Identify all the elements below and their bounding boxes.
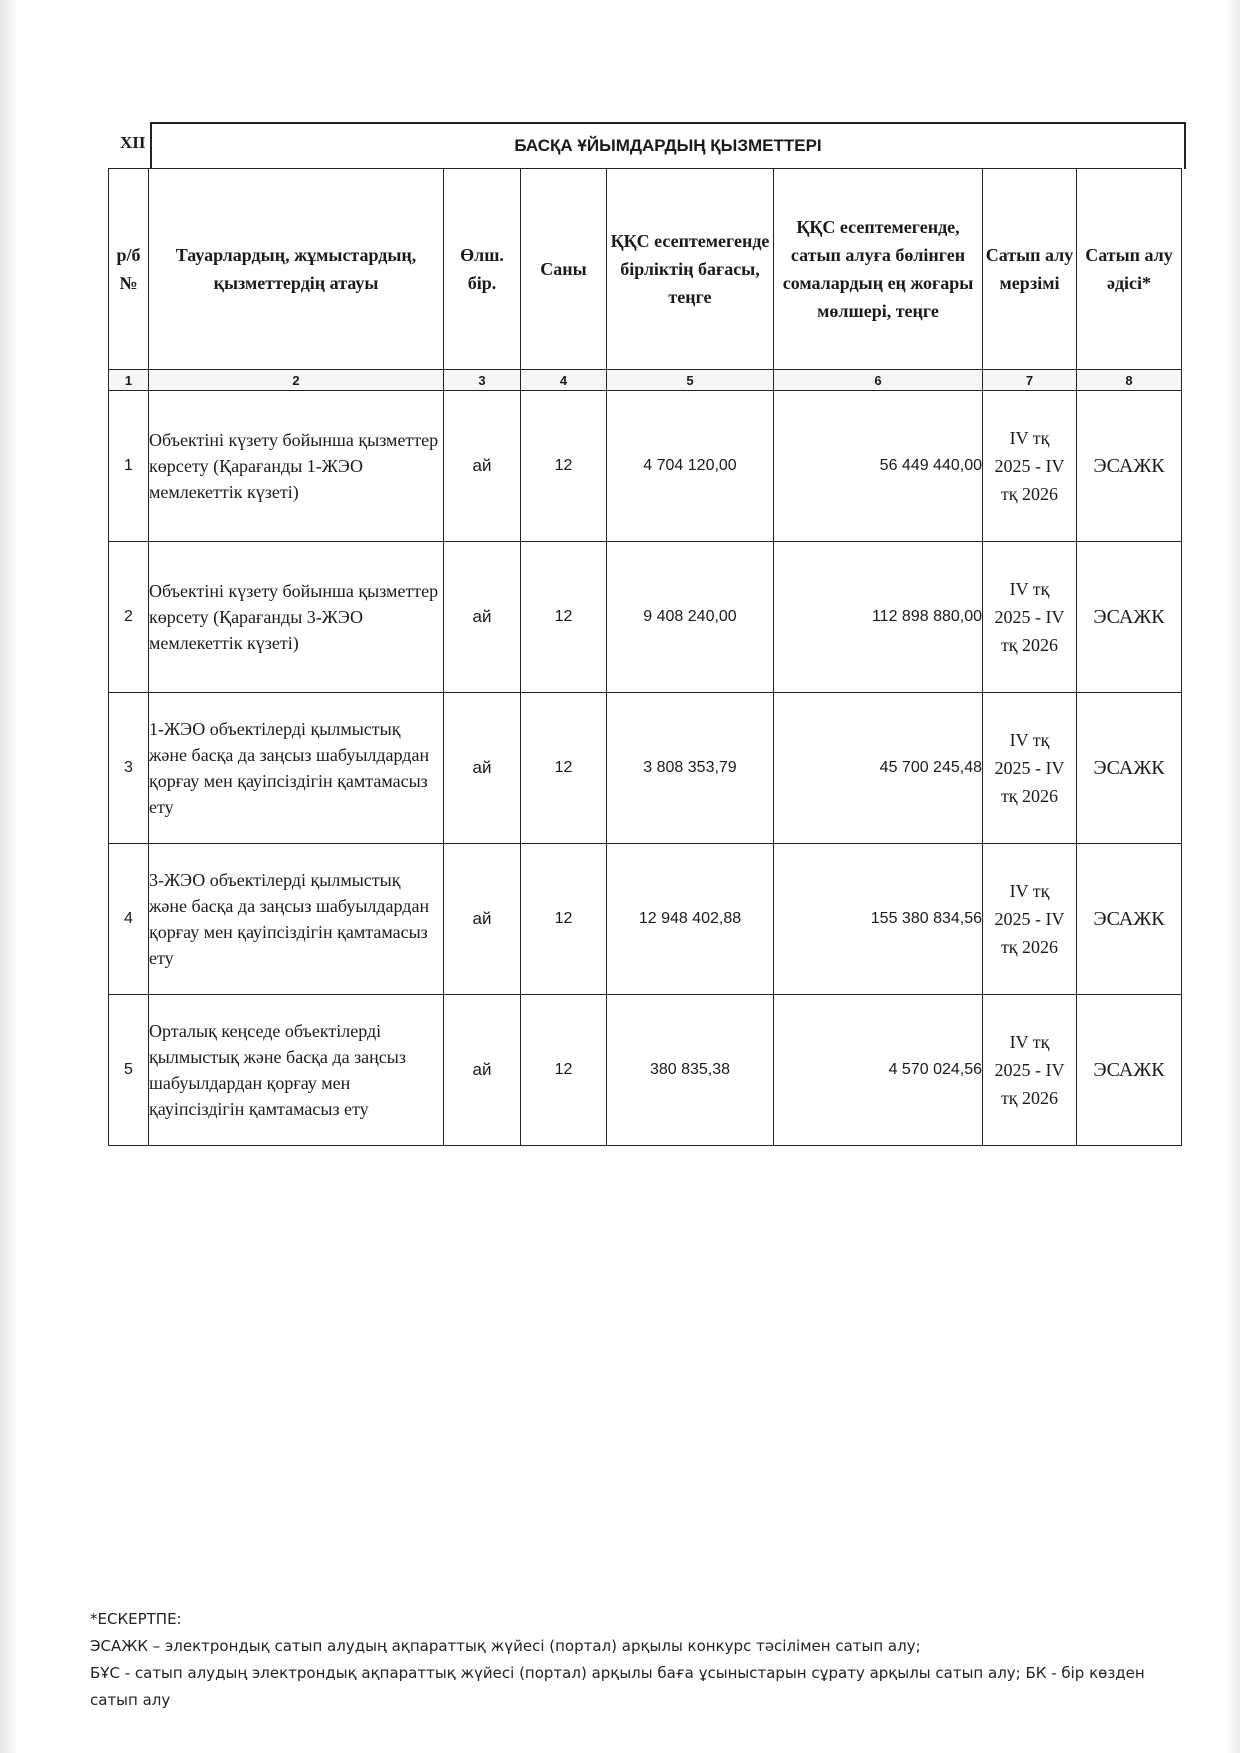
row-unit: ай [444, 542, 521, 693]
row-name: 3-ЖЭО объектілерді қылмыстық және басқа да заңсыз шабуылдардан қорғау мен қауіпсіздігін қамтамасыз ету [149, 844, 444, 995]
period-start: IV тқ [1009, 881, 1050, 901]
row-total: 155 380 834,56 [774, 844, 983, 995]
footnote [90, 1606, 1170, 1714]
row-name: Объектіні күзету бойынша қызметтер көрсету (Қарағанды 3-ЖЭО мемлекеттік күзеті) [149, 542, 444, 693]
column-number: 2 [149, 370, 444, 391]
period-end: тқ 2026 [1000, 484, 1059, 504]
header-row [109, 169, 1182, 370]
period-end: тқ 2026 [1000, 635, 1059, 655]
row-unit: ай [444, 693, 521, 844]
row-period [983, 844, 1077, 995]
period-mid: 2025 - IV [994, 456, 1065, 476]
scan-edge-right [1226, 0, 1240, 1753]
column-number: 6 [774, 370, 983, 391]
column-number: 4 [521, 370, 607, 391]
row-total: 4 570 024,56 [774, 995, 983, 1146]
column-number: 3 [444, 370, 521, 391]
period-start: IV тқ [1009, 579, 1050, 599]
row-period [983, 542, 1077, 693]
header-unit: Өлш. бір. [444, 169, 521, 370]
row-index: 5 [109, 995, 149, 1146]
row-method: ЭСАЖК [1077, 542, 1182, 693]
row-method: ЭСАЖК [1077, 995, 1182, 1146]
row-name: 1-ЖЭО объектілерді қылмыстық және басқа да заңсыз шабуылдардан қорғау мен қауіпсіздігін қамтамасыз ету [149, 693, 444, 844]
row-total: 56 449 440,00 [774, 391, 983, 542]
row-unit-price: 9 408 240,00 [607, 542, 774, 693]
row-period [983, 693, 1077, 844]
header-period: Сатып алу мерзімі [983, 169, 1077, 370]
row-quantity: 12 [521, 391, 607, 542]
row-index: 3 [109, 693, 149, 844]
table-row [109, 542, 1182, 693]
row-method: ЭСАЖК [1077, 844, 1182, 995]
period-end: тқ 2026 [1000, 937, 1059, 957]
footnote-heading: *ЕСКЕРТПЕ: [90, 1610, 182, 1628]
scan-edge-left [0, 0, 18, 1753]
header-index: р/б № [109, 169, 149, 370]
section-title-box [150, 122, 1186, 169]
row-index: 2 [109, 542, 149, 693]
row-quantity: 12 [521, 995, 607, 1146]
period-start: IV тқ [1009, 730, 1050, 750]
row-total: 45 700 245,48 [774, 693, 983, 844]
column-number: 5 [607, 370, 774, 391]
period-mid: 2025 - IV [994, 1060, 1065, 1080]
section-title: БАСҚА ҰЙЫМДАРДЫҢ ҚЫЗМЕТТЕРІ [514, 136, 822, 155]
period-mid: 2025 - IV [994, 758, 1065, 778]
column-number: 7 [983, 370, 1077, 391]
header-method: Сатып алу әдісі* [1077, 169, 1182, 370]
header-name: Тауарлардың, жұмыстардың, қызметтердің атауы [149, 169, 444, 370]
section-number: XII [120, 133, 146, 152]
header-quantity: Саны [521, 169, 607, 370]
row-unit-price: 4 704 120,00 [607, 391, 774, 542]
row-unit: ай [444, 995, 521, 1146]
header-total: ҚҚС есептемегенде, сатып алуға бөлінген сомалардың ең жоғары мөлшері, теңге [774, 169, 983, 370]
row-quantity: 12 [521, 693, 607, 844]
row-unit: ай [444, 844, 521, 995]
period-end: тқ 2026 [1000, 786, 1059, 806]
row-unit-price: 3 808 353,79 [607, 693, 774, 844]
table-row [109, 391, 1182, 542]
column-number: 8 [1077, 370, 1182, 391]
row-index: 4 [109, 844, 149, 995]
period-end: тқ 2026 [1000, 1088, 1059, 1108]
table-row [109, 995, 1182, 1146]
footnote-line: БҰС - сатып алудың электрондық ақпараттық жүйесі (портал) арқылы баға ұсыныстарын сұрату арқылы сатып алу; БК - бір көзден сатып алу [90, 1664, 1145, 1709]
row-unit: ай [444, 391, 521, 542]
footnote-line: ЭСАЖК – электрондық сатып алудың ақпараттық жүйесі (портал) арқылы конкурс тәсілімен сатып алу; [90, 1637, 921, 1655]
row-unit-price: 12 948 402,88 [607, 844, 774, 995]
row-period [983, 995, 1077, 1146]
header-unit-price: ҚҚС есептемегенде бірліктің бағасы, теңге [607, 169, 774, 370]
row-unit-price: 380 835,38 [607, 995, 774, 1146]
row-method: ЭСАЖК [1077, 391, 1182, 542]
row-index: 1 [109, 391, 149, 542]
row-name: Орталық кеңседе объектілерді қылмыстық және басқа да заңсыз шабуылдардан қорғау мен қауіпсіздігін қамтамасыз ету [149, 995, 444, 1146]
period-start: IV тқ [1009, 1032, 1050, 1052]
row-quantity: 12 [521, 542, 607, 693]
row-period [983, 391, 1077, 542]
row-name: Объектіні күзету бойынша қызметтер көрсету (Қарағанды 1-ЖЭО мемлекеттік күзеті) [149, 391, 444, 542]
period-start: IV тқ [1009, 428, 1050, 448]
period-mid: 2025 - IV [994, 909, 1065, 929]
row-method: ЭСАЖК [1077, 693, 1182, 844]
column-number-row [109, 370, 1182, 391]
row-total: 112 898 880,00 [774, 542, 983, 693]
table-row [109, 844, 1182, 995]
column-number: 1 [109, 370, 149, 391]
procurement-table [108, 168, 1182, 1146]
row-quantity: 12 [521, 844, 607, 995]
period-mid: 2025 - IV [994, 607, 1065, 627]
table-row [109, 693, 1182, 844]
